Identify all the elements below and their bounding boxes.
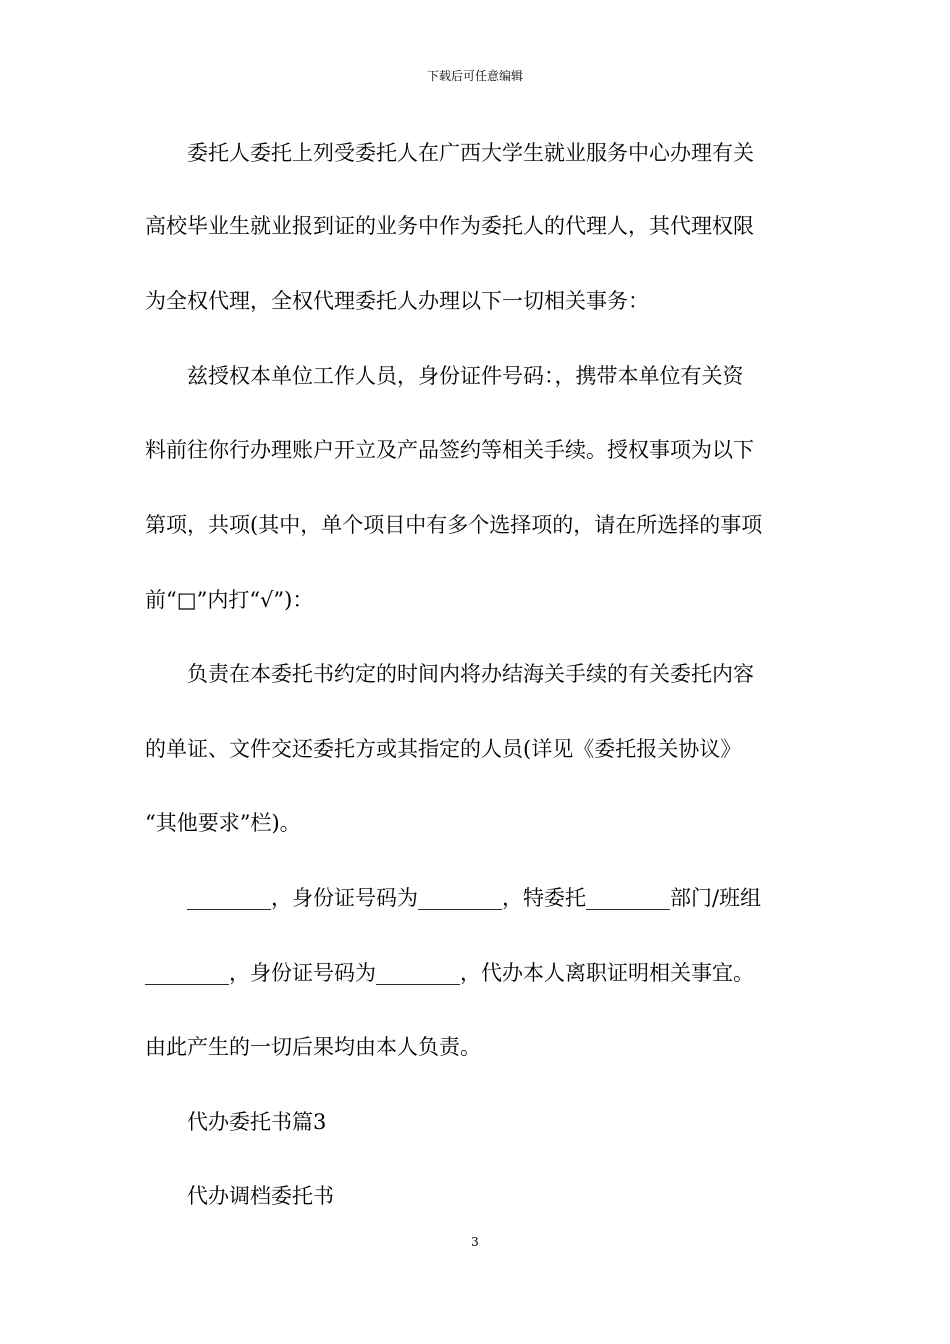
section-heading: 代办调档委托书	[145, 1184, 334, 1208]
text-line: 由此产生的一切后果均由本人负责。	[145, 1035, 481, 1059]
section-heading: 代办委托书篇3	[145, 1110, 327, 1134]
text-line: “其他要求”栏)。	[145, 811, 301, 835]
text-line: 前“□”内打“√”)：	[145, 588, 314, 612]
text-line: 高校毕业生就业报到证的业务中作为委托人的代理人，其代理权限	[145, 214, 754, 238]
text-line: 兹授权本单位工作人员，身份证件号码：，携带本单位有关资	[145, 364, 744, 388]
text-line: 的单证、文件交还委托方或其指定的人员(详见《委托报关协议》	[145, 737, 742, 761]
text-line: 第项，共项(其中，单个项目中有多个选择项的，请在所选择的事项	[145, 513, 763, 537]
text-line: ________，身份证号码为________，特委托________部门/班组	[145, 886, 762, 910]
text-line: 为全权代理，全权代理委托人办理以下一切相关事务：	[145, 289, 649, 313]
text-line: ________，身份证号码为________，代办本人离职证明相关事宜。	[145, 961, 754, 985]
text-line: 委托人委托上列受委托人在广西大学生就业服务中心办理有关	[145, 141, 754, 165]
text-line: 负责在本委托书约定的时间内将办结海关手续的有关委托内容	[145, 662, 754, 686]
text-line: 料前往你行办理账户开立及产品签约等相关手续。授权事项为以下	[145, 438, 754, 462]
page-number: 3	[471, 1235, 479, 1249]
page-header-note: 下载后可任意编辑	[426, 69, 523, 83]
